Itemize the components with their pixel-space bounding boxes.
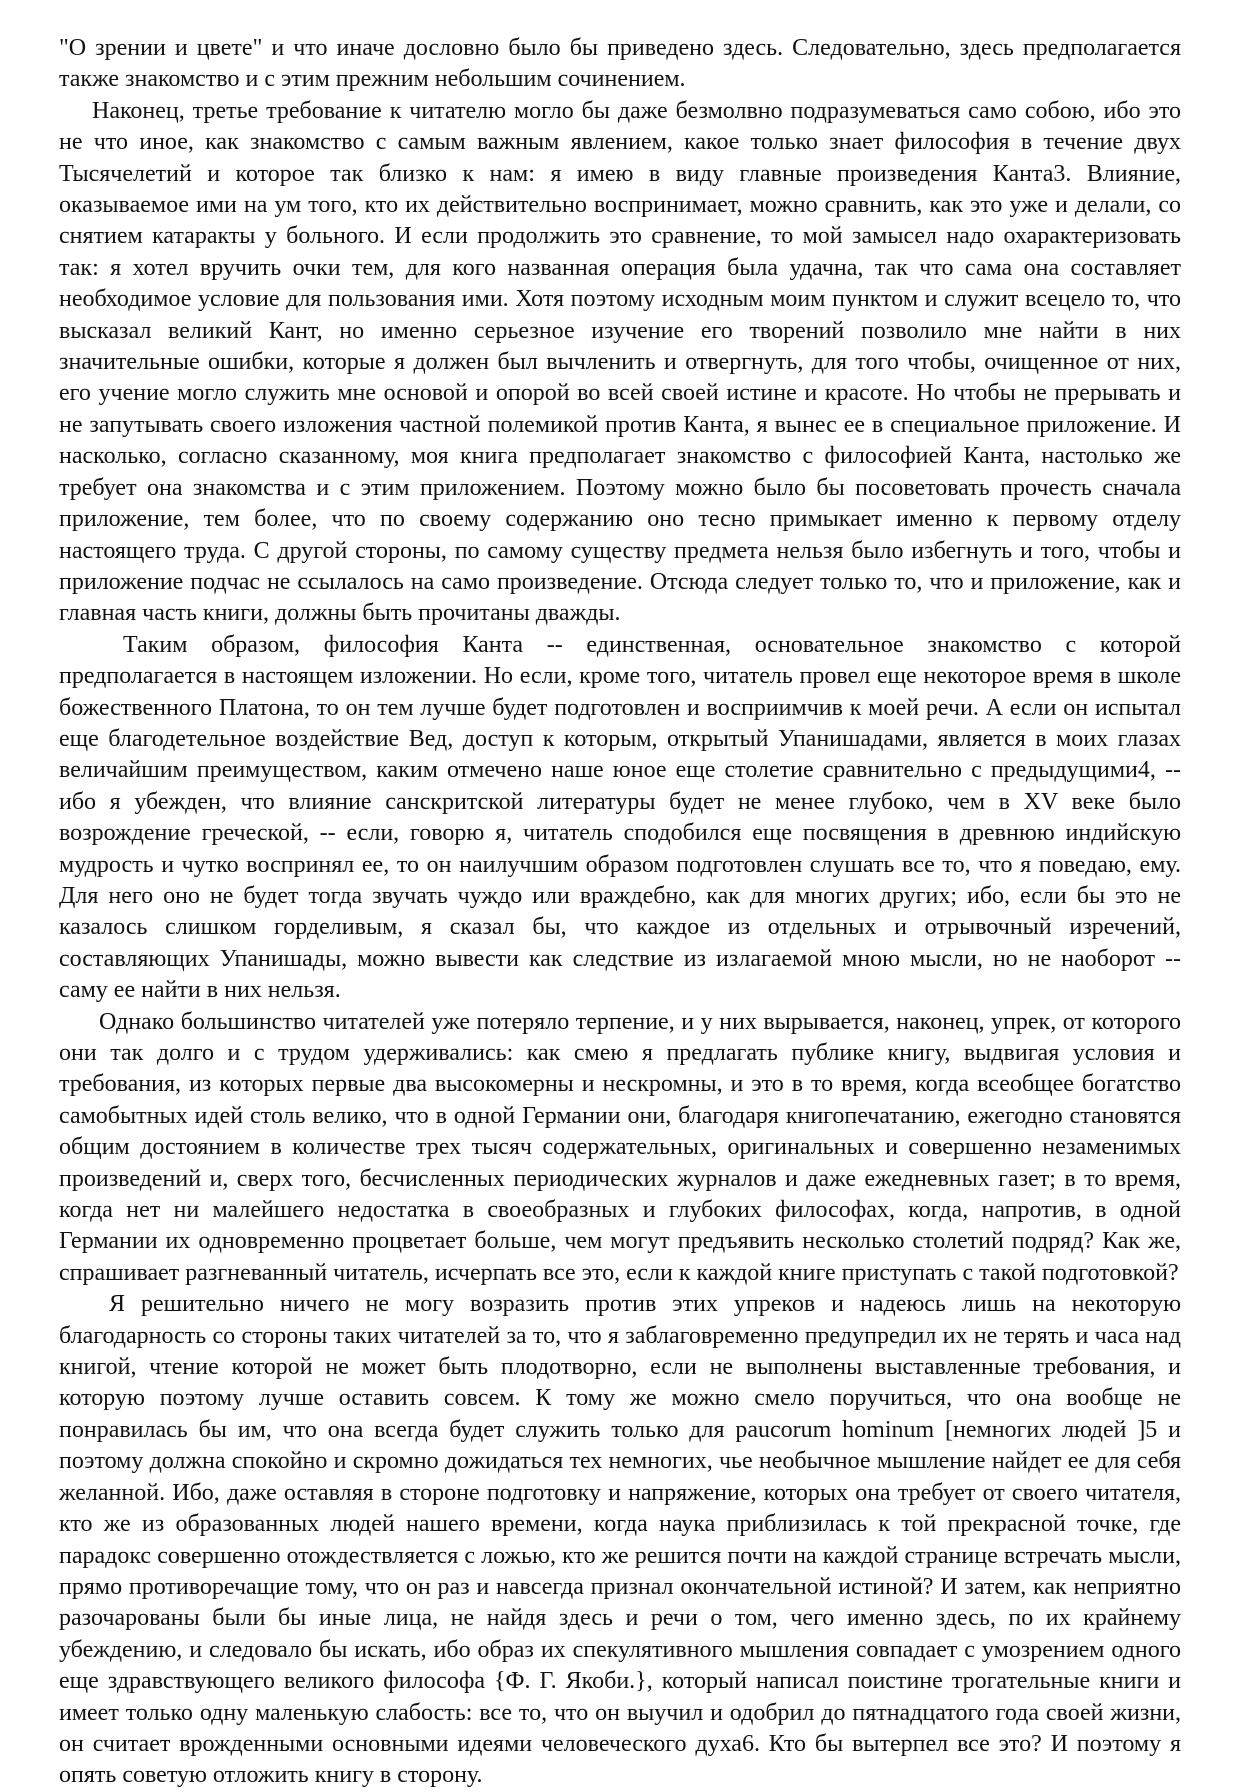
paragraph-3: Таким образом, философия Канта -- единственная, основательное знакомство с которой предполагается в настоящем изложении. Но если, кроме того, читатель провел еще некоторое время в школе божественного Платона, то он тем лучше будет подготовлен и восприимчив к моей речи. А если он испытал еще благодетельное воздействие Вед, доступ к которым, открытый Упанишадами, является в моих глазах величайшим преимуществом, каким отмечено наше юное еще столетие сравнительно с предыдущими4, -- ибо я убежден, что влияние санскритской литературы будет не менее глубоко, чем в XV веке было возрождение греческой, -- если, говорю я, читатель сподобился еще посвящения в древнюю индийскую мудрость и чутко воспринял ее, то он наилучшим образом подготовлен слушать все то, что я поведаю, ему. Для него оно не будет тогда звучать чуждо или враждебно, как для многих других; ибо, если бы это не казалось слишком горделивым, я сказал бы, что каждое из отдельных и отрывочный изречений, составляющих Упанишады, можно вывести как следствие из излагаемой мною мысли, но не наоборот -- саму ее найти в них нельзя. <box>59 631 1187 1004</box>
paragraph-2: Наконец, третье требование к читателю могло бы даже безмолвно подразумеваться само собою, ибо это не что иное, как знакомство с самым важным явлением, какое только знает философия в течение двух Тысячелетий и которое так близко к нам: я имею в виду главные произведения Канта3. Влияние, оказываемое ими на ум того, кто их действительно воспринимает, можно сравнить, как это уже и делали, со снятием катаракты у больного. И если продолжить это сравнение, то мой замысел надо охарактеризовать так: я хотел вручить очки тем, для кого названная операция была удачна, так что сама она составляет необходимое условие для пользования ими. Хотя поэтому исходным моим пунктом и служит всецело то, что высказал великий Кант, но именно серьезное изучение его творений позволило мне найти в них значительные ошибки, которые я должен был вычленить и отвергнуть, для того чтобы, очищенное от них, его учение могло служить мне основой и опорой во всей своей истине и красоте. Но чтобы не прерывать и не запутывать своего изложения частной полемикой против Канта, я вынес ее в специальное приложение. И насколько, согласно сказанному, моя книга предполагает знакомство с философией Канта, настолько же требует она знакомства и с этим приложением. Поэтому можно было бы посоветовать прочесть сначала приложение, тем более, что по своему содержанию оно тесно примыкает именно к первому отделу настоящего труда. С другой стороны, по самому существу предмета нельзя было избегнуть и того, чтобы и приложение подчас не ссылалось на само произведение. Отсюда следует только то, что и приложение, как и главная часть книги, должны быть прочитаны дважды. <box>59 97 1187 627</box>
paragraph-1: "О зрении и цвете" и что иначе дословно было бы приведено здесь. Следовательно, здесь предполагается также знакомство и с этим прежним небольшим сочинением. <box>59 35 1187 93</box>
paragraph-4: Однако большинство читателей уже потеряло терпение, и у них вырывается, наконец, упрек, от которого они так долго и с трудом удерживались: как смею я предлагать публике книгу, выдвигая условия и требования, из которых первые два высокомерны и нескромны, и это в то время, когда всеобщее богатство самобытных идей столь велико, что в одной Германии они, благодаря книгопечатанию, ежегодно становятся общим достоянием в количестве трех тысяч содержательных, оригинальных и совершенно незаменимых произведений и, сверх того, бесчисленных периодических журналов и даже ежедневных газет; в то время, когда нет ни малейшего недостатка в своеобразных и глубоких философах, когда, напротив, в одной Германии их одновременно процветает больше, чем могут предъявить несколько столетий подряд? Как же, спрашивает разгневанный читатель, исчерпать все это, если к каждой книге приступать с такой подготовкой? <box>59 1008 1187 1286</box>
paragraph-5: Я решительно ничего не могу возразить против этих упреков и надеюсь лишь на некоторую благодарность со стороны таких читателей за то, что я заблаговременно предупредил их не терять и часа над книгой, чтение которой не может быть плодотворно, если не выполнены выставленные требования, и которую поэтому лучше оставить совсем. К тому же можно смело поручиться, что она вообще не понравилась бы им, что она всегда будет служить только для paucorum hominum [немногих людей ]5 и поэтому должна спокойно и скромно дожидаться тех немногих, чье необычное мышление найдет ее для себя желанной. Ибо, даже оставляя в стороне подготовку и напряжение, которых она требует от своего читателя, кто же из образованных людей нашего времени, когда наука приблизилась к той прекрасной точке, где парадокс совершенно отождествляется с ложью, кто же решится почти на каждой странице встречать мысли, прямо противоречащие тому, что он раз и навсегда признал окончательной истиной? И затем, как неприятно разочарованы были бы иные лица, не найдя здесь и речи о том, чего именно здесь, по их крайнему убеждению, и следовало бы искать, ибо образ их спекулятивного мышления совпадает с умозрением одного еще здравствующего великого философа {Ф. Г. Якоби.}, который написал поистине трогательные книги и имеет только одну маленькую слабость: все то, что он выучил и одобрил до пятнадцатого года своей жизни, он считает врожденными основными идеями человеческого духа6. Кто бы вытерпел все это? И поэтому я опять советую отложить книгу в сторону. <box>59 1291 1187 1789</box>
